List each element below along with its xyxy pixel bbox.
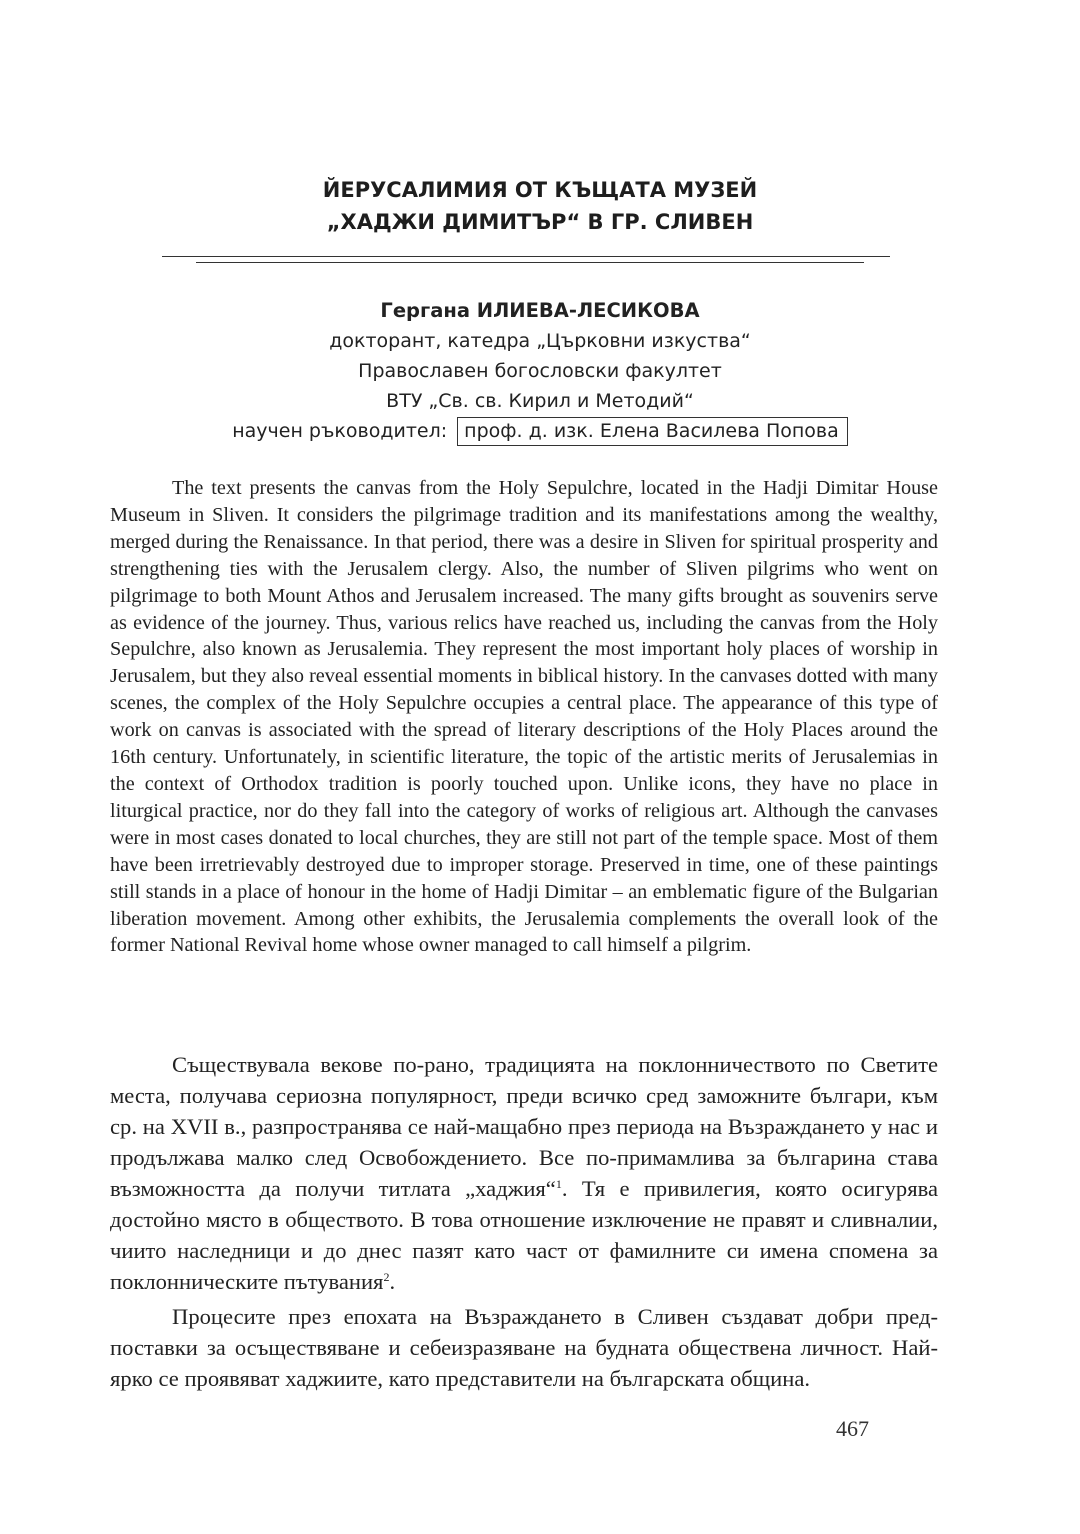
footnote-ref-2[interactable]: 2 bbox=[383, 1270, 390, 1284]
abstract bbox=[110, 475, 938, 959]
title-divider-top bbox=[162, 256, 890, 257]
title-divider-bottom bbox=[196, 262, 864, 263]
footnote-ref-1[interactable]: 1 bbox=[555, 1177, 562, 1191]
body-paragraph-1-part-2: . Тя е привилегия, която осигурява достойно място в обществото. В това отношение изключение не правят и сливналии, чиито наследници и до днес пазят като част от фамилните си имена спомена за поклонническите пътувания bbox=[110, 1176, 938, 1294]
body-paragraph-1 bbox=[110, 1049, 938, 1297]
article-title bbox=[0, 174, 1080, 238]
body-paragraph-1-part-1: Съществувала векове по-рано, традицията на поклонничеството по Светите места, получава сериозна популярност, преди всичко сред заможните българи, към ср. на XVII в., разпространява се най-мащабно през периода на Възраждането у нас и продължава малко след Освобождението. Все по-примамлива за българина става възможността да получи титлата „хаджия“ bbox=[110, 1052, 938, 1201]
page-number: 467 bbox=[836, 1416, 869, 1441]
author-faculty: Православен богословски факултет bbox=[358, 360, 722, 382]
author-university: ВТУ „Св. св. Кирил и Методий“ bbox=[386, 390, 694, 412]
body-text bbox=[110, 1049, 938, 1394]
title-line-1: ЙЕРУСАЛИМИЯ ОТ КЪЩАТА МУЗЕЙ bbox=[322, 178, 758, 202]
advisor-label: научен ръководител: bbox=[232, 420, 448, 442]
advisor-name: проф. д. изк. Елена Василева Попова bbox=[457, 417, 848, 446]
title-line-2: „ХАДЖИ ДИМИТЪР“ В ГР. СЛИВЕН bbox=[326, 210, 754, 234]
advisor-row bbox=[232, 416, 848, 446]
body-paragraph-1-part-3: . bbox=[389, 1269, 396, 1294]
body-paragraph-2: Процесите през епохата на Възраждането в Сливен създават добри предпоставки за осъществяване и себеизразяване на будната обществена личност. Най-ярко се проявяват хаджиите, като представители на българската община. bbox=[110, 1304, 938, 1391]
author-block bbox=[0, 296, 1080, 446]
abstract-paragraph: The text presents the canvas from the Holy Sepulchre, located in the Hadji Dimitar House Museum in Sliven. It considers the pilgrimage tradition and its manifestations among the wealthy, merged during the Renaissance. In that period, there was a desire in Sliven for spiritual prosperity and strengthening ties with the Jerusalem clergy. Also, the number of Sliven pilgrims who went on pilgrimage to both Mount Athos and Jerusalem increased. The many gifts brought as souvenirs serve as evidence of the journey. Thus, various relics have reached us, including the canvas from the Holy Sepulchre, also known as Jerusalemia. They represent the most important holy places of worship in Jerusalem, but they also reveal essential moments in biblical history. In the canvases dotted with many scenes, the complex of the Holy Sepulchre occupies a central place. The appearance of this type of work on canvas is associated with the spread of literary descriptions of the Holy Places around the 16th century. Unfortunately, in scientific literature, the topic of the artistic merits of Jerusalemias in the context of Orthodox tradition is poorly touched upon. Unlike icons, they have no place in liturgical practice, nor do they fall into the category of works of religious art. Although the canvases were in most cases donated to local churches, they are still not part of the temple space. Most of them have been irretrievably destroyed due to improper storage. Preserved in time, one of these paintings still stands in a place of honour in the home of Hadji Dimitar – an emblematic figure of the Bulgarian liberation movement. Among other exhibits, the Jerusalemia complements the overall look of the former National Revival home whose owner managed to call himself a pilgrim. bbox=[110, 477, 938, 957]
author-position: докторант, катедра „Църковни изкуства“ bbox=[329, 330, 751, 352]
author-name: Гергана ИЛИЕВА-ЛЕСИКОВА bbox=[380, 299, 700, 322]
